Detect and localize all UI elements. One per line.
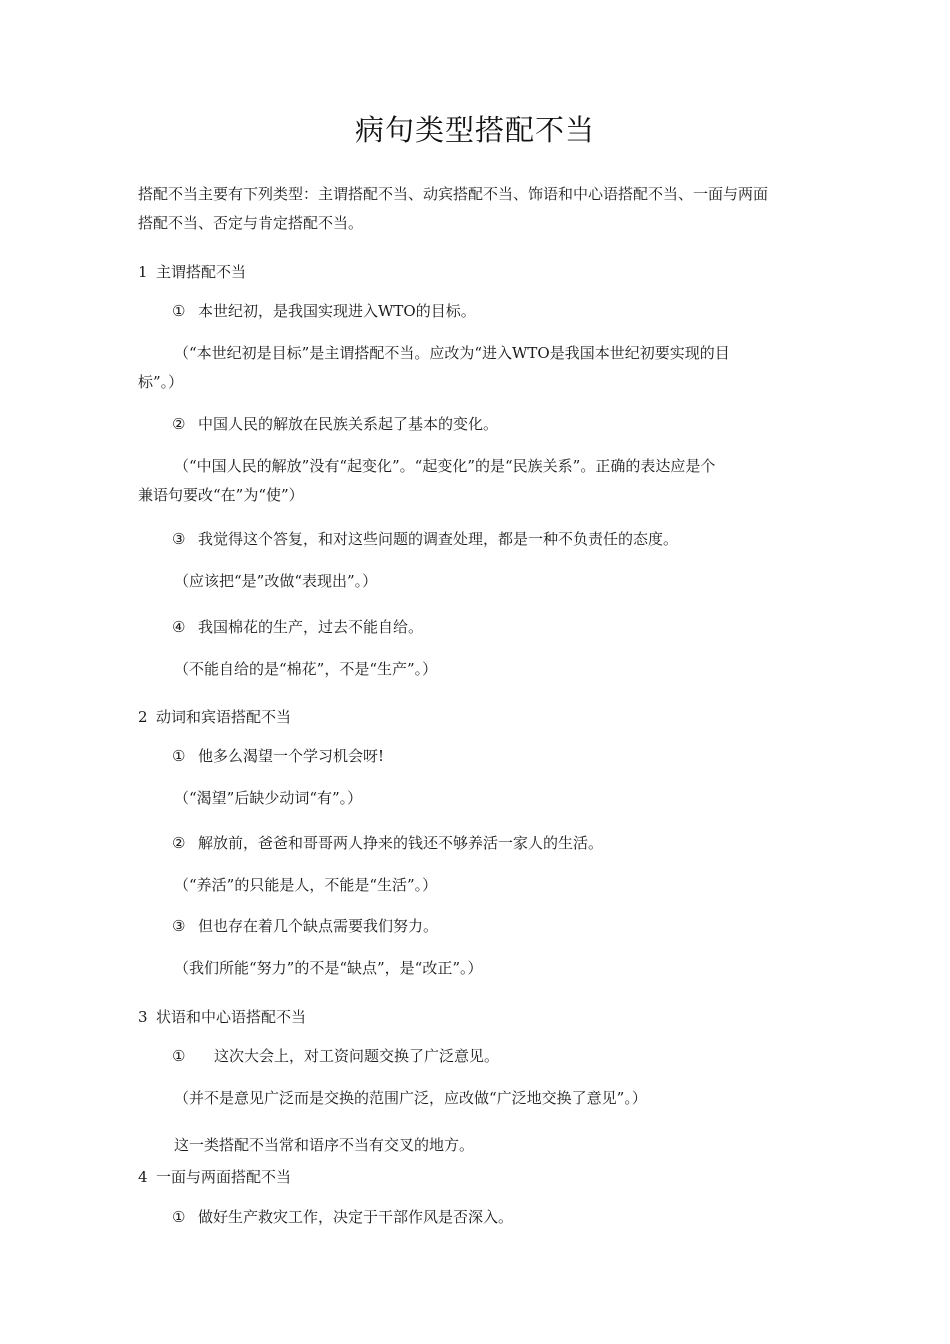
example-sentence — [172, 1206, 513, 1228]
correction-note: （“养活”的只能是人，不能是“生活”。） — [174, 876, 438, 894]
item-text: 我觉得这个答复，和对这些问题的调查处理，都是一种不负责任的态度。 — [198, 530, 679, 548]
item-marker: ① — [172, 302, 186, 320]
correction-note: （我们所能“努力”的不是“缺点”，是“改正”。） — [174, 959, 483, 977]
correction-note-continued: 标”。） — [138, 373, 184, 391]
section-heading-1 — [138, 261, 246, 283]
item-text: 做好生产救灾工作，决定于干部作风是否深入。 — [198, 1208, 514, 1226]
page-title: 病句类型搭配不当 — [354, 113, 595, 147]
section-heading-4 — [138, 1166, 291, 1188]
section-title: 状语和中心语搭配不当 — [156, 1008, 307, 1026]
item-text: 本世纪初，是我国实现进入WTO的目标。 — [198, 302, 476, 320]
item-text: 他多么渴望一个学习机会呀! — [198, 747, 385, 765]
example-sentence — [172, 915, 438, 937]
intro-line-1: 搭配不当主要有下列类型：主谓搭配不当、动宾搭配不当、饰语和中心语搭配不当、一面与两面 — [138, 185, 769, 203]
section-remark: 这一类搭配不当常和语序不当有交叉的地方。 — [174, 1136, 475, 1154]
example-sentence — [172, 1045, 499, 1067]
item-marker: ② — [172, 834, 186, 852]
correction-note: （“中国人民的解放”没有“起变化”。“起变化”的是“民族关系”。正确的表达应是个 — [174, 457, 716, 475]
correction-note: （“渴望”后缺少动词“有”。） — [174, 789, 363, 807]
example-sentence — [172, 745, 384, 767]
correction-note-continued: 兼语句要改“在”为“使”） — [138, 486, 304, 504]
example-sentence — [172, 832, 603, 854]
correction-note: （“本世纪初是目标”是主谓搭配不当。应改为“进入WTO是我国本世纪初要实现的目 — [174, 344, 730, 362]
section-title: 动词和宾语搭配不当 — [156, 708, 292, 726]
item-text: 我国棉花的生产，过去不能自给。 — [198, 618, 424, 636]
example-sentence — [172, 616, 423, 638]
correction-note: （并不是意见广泛而是交换的范围广泛，应改做“广泛地交换了意见”。） — [174, 1089, 647, 1107]
item-marker: ② — [172, 415, 186, 433]
item-text: 但也存在着几个缺点需要我们努力。 — [198, 917, 439, 935]
section-heading-2 — [138, 706, 291, 728]
section-number: 4 — [138, 1168, 148, 1186]
example-sentence — [172, 300, 476, 322]
item-marker: ① — [172, 1047, 186, 1065]
item-marker: ③ — [172, 530, 186, 548]
section-heading-3 — [138, 1006, 306, 1028]
example-sentence — [172, 413, 498, 435]
item-text: 这次大会上，对工资问题交换了广泛意见。 — [214, 1047, 500, 1065]
item-marker: ③ — [172, 917, 186, 935]
section-title: 一面与两面搭配不当 — [156, 1168, 292, 1186]
intro-line-2: 搭配不当、否定与肯定搭配不当。 — [138, 214, 364, 232]
item-marker: ④ — [172, 618, 186, 636]
section-title: 主谓搭配不当 — [156, 263, 247, 281]
correction-note: （应该把“是”改做“表现出”。） — [174, 572, 378, 590]
item-text: 中国人民的解放在民族关系起了基本的变化。 — [198, 415, 499, 433]
correction-note: （不能自给的是“棉花”，不是“生产”。） — [174, 660, 438, 678]
example-sentence — [172, 528, 678, 550]
section-number: 2 — [138, 708, 148, 726]
item-text: 解放前，爸爸和哥哥两人挣来的钱还不够养活一家人的生活。 — [198, 834, 604, 852]
section-number: 1 — [138, 263, 148, 281]
section-number: 3 — [138, 1008, 148, 1026]
item-marker: ① — [172, 747, 186, 765]
item-marker: ① — [172, 1208, 186, 1226]
